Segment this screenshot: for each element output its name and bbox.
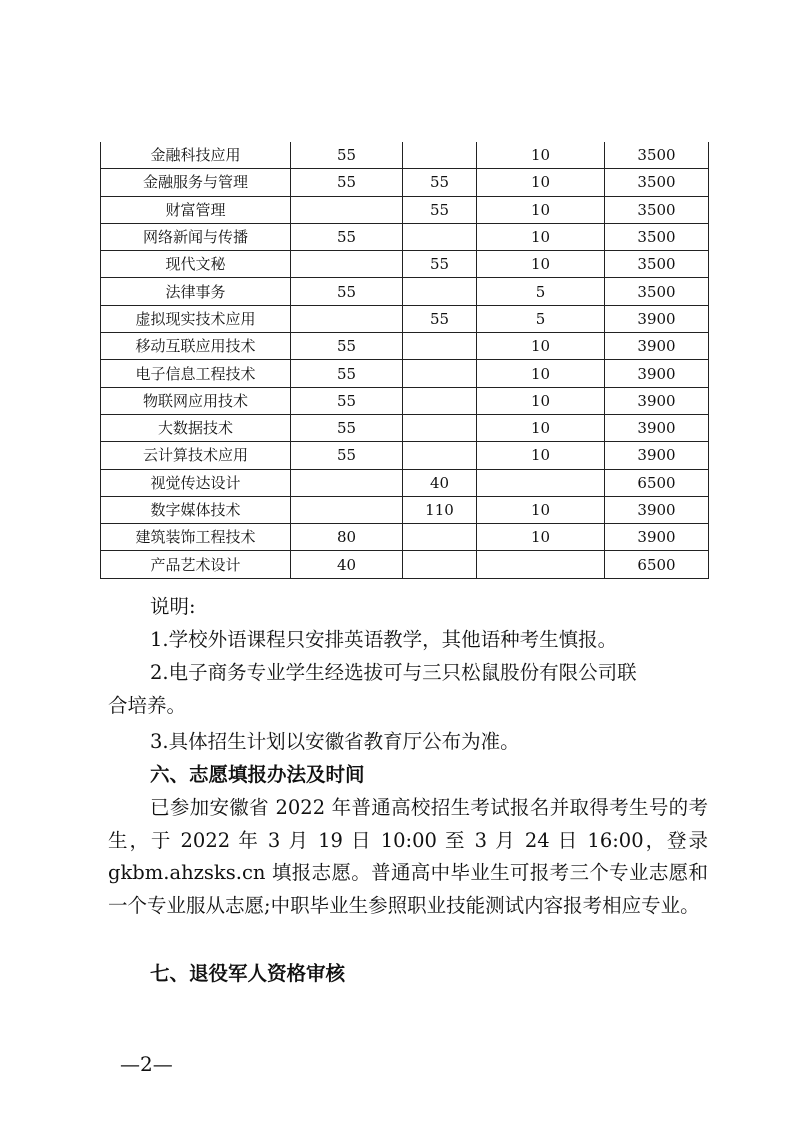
plan-cell-a: 55 [291,387,403,414]
table-row [101,414,709,441]
plan-cell-a: 55 [291,442,403,469]
plan-cell-c: 10 [477,524,605,551]
major-cell: 视觉传达设计 [101,469,291,496]
fee-cell: 3900 [605,360,709,387]
major-cell: 网络新闻与传播 [101,223,291,250]
major-cell: 云计算技术应用 [101,442,291,469]
plan-cell-c: 10 [477,387,605,414]
fee-cell: 3900 [605,387,709,414]
plan-cell-a: 55 [291,169,403,196]
plan-cell-c: 10 [477,360,605,387]
plan-cell-b: 55 [403,251,477,278]
major-cell: 物联网应用技术 [101,387,291,414]
notes-title: 说明: [150,595,196,618]
table-row [101,469,709,496]
table-row [101,551,709,578]
plan-cell-a: 55 [291,278,403,305]
note-item-1: 1.学校外语课程只安排英语教学，其他语种考生慎报。 [150,628,618,651]
plan-cell-a: 55 [291,360,403,387]
major-cell: 金融科技应用 [101,142,291,169]
plan-cell-a [291,305,403,332]
section-6-heading: 六、志愿填报办法及时间 [150,763,365,786]
plan-cell-c: 10 [477,196,605,223]
fee-cell: 3900 [605,305,709,332]
plan-cell-b [403,333,477,360]
fee-cell: 3500 [605,142,709,169]
plan-cell-c [477,551,605,578]
fee-cell: 3900 [605,524,709,551]
plan-cell-a: 55 [291,142,403,169]
plan-cell-b [403,414,477,441]
major-cell: 法律事务 [101,278,291,305]
fee-cell: 3900 [605,496,709,523]
table-row [101,333,709,360]
plan-cell-b: 55 [403,305,477,332]
plan-cell-b: 40 [403,469,477,496]
plan-cell-b [403,524,477,551]
fee-cell: 3900 [605,442,709,469]
fee-cell: 3500 [605,196,709,223]
plan-cell-c: 10 [477,251,605,278]
table-row [101,223,709,250]
plan-cell-a [291,251,403,278]
table-row [101,360,709,387]
plan-cell-c: 10 [477,333,605,360]
fee-cell: 3500 [605,251,709,278]
plan-cell-a: 55 [291,333,403,360]
plan-cell-b: 110 [403,496,477,523]
major-cell: 建筑装饰工程技术 [101,524,291,551]
table-row [101,251,709,278]
table-row [101,142,709,169]
note-item-3: 3.具体招生计划以安徽省教育厅公布为准。 [150,730,520,753]
plan-cell-c: 10 [477,142,605,169]
plan-cell-c: 10 [477,169,605,196]
major-cell: 移动互联应用技术 [101,333,291,360]
plan-cell-c [477,469,605,496]
fee-cell: 3500 [605,169,709,196]
plan-cell-a [291,496,403,523]
fee-cell: 3500 [605,278,709,305]
plan-cell-b [403,142,477,169]
plan-cell-c: 10 [477,223,605,250]
table-row [101,196,709,223]
table-row [101,387,709,414]
plan-cell-a [291,196,403,223]
fee-cell: 3500 [605,223,709,250]
plan-cell-c: 5 [477,305,605,332]
plan-cell-c: 10 [477,442,605,469]
plan-cell-b [403,551,477,578]
plan-cell-c: 10 [477,414,605,441]
table-row [101,305,709,332]
note-item-2-line-1: 2.电子商务专业学生经选拔可与三只松鼠股份有限公司联 [150,661,637,684]
plan-cell-b [403,278,477,305]
major-cell: 金融服务与管理 [101,169,291,196]
table-row [101,496,709,523]
plan-cell-a: 40 [291,551,403,578]
fee-cell: 3900 [605,333,709,360]
fee-cell: 6500 [605,551,709,578]
plan-cell-c: 10 [477,496,605,523]
section-6-paragraph: 已参加安徽省 2022 年普通高校招生考试报名并取得考生号的考生，于 2022 年 3 月 19 日 10:00 至 3 月 24 日 16:00，登录gkbm.ahzsks.cn 填报志愿。普通高中毕业生可报考三个专业志愿和一个专业服从志愿;中职毕业生参照职业技能测试内容报考相应专业。 [108,796,708,918]
plan-cell-a: 80 [291,524,403,551]
major-cell: 现代文秘 [101,251,291,278]
table-row [101,442,709,469]
note-item-2-line-2: 合培养。 [108,694,187,717]
plan-cell-a [291,469,403,496]
plan-cell-c: 5 [477,278,605,305]
major-cell: 大数据技术 [101,414,291,441]
major-cell: 电子信息工程技术 [101,360,291,387]
major-cell: 虚拟现实技术应用 [101,305,291,332]
plan-cell-b: 55 [403,196,477,223]
plan-cell-b [403,442,477,469]
plan-cell-b [403,387,477,414]
enrollment-plan-table [100,142,709,579]
plan-cell-a: 55 [291,414,403,441]
table-row [101,524,709,551]
major-cell: 产品艺术设计 [101,551,291,578]
table-row [101,278,709,305]
plan-cell-a: 55 [291,223,403,250]
plan-cell-b [403,223,477,250]
table-row [101,169,709,196]
major-cell: 数字媒体技术 [101,496,291,523]
section-7-heading: 七、退役军人资格审核 [150,962,346,985]
table-body [101,142,709,578]
major-cell: 财富管理 [101,196,291,223]
plan-cell-b: 55 [403,169,477,196]
fee-cell: 6500 [605,469,709,496]
page-number: —2— [120,1052,173,1076]
plan-cell-b [403,360,477,387]
fee-cell: 3900 [605,414,709,441]
